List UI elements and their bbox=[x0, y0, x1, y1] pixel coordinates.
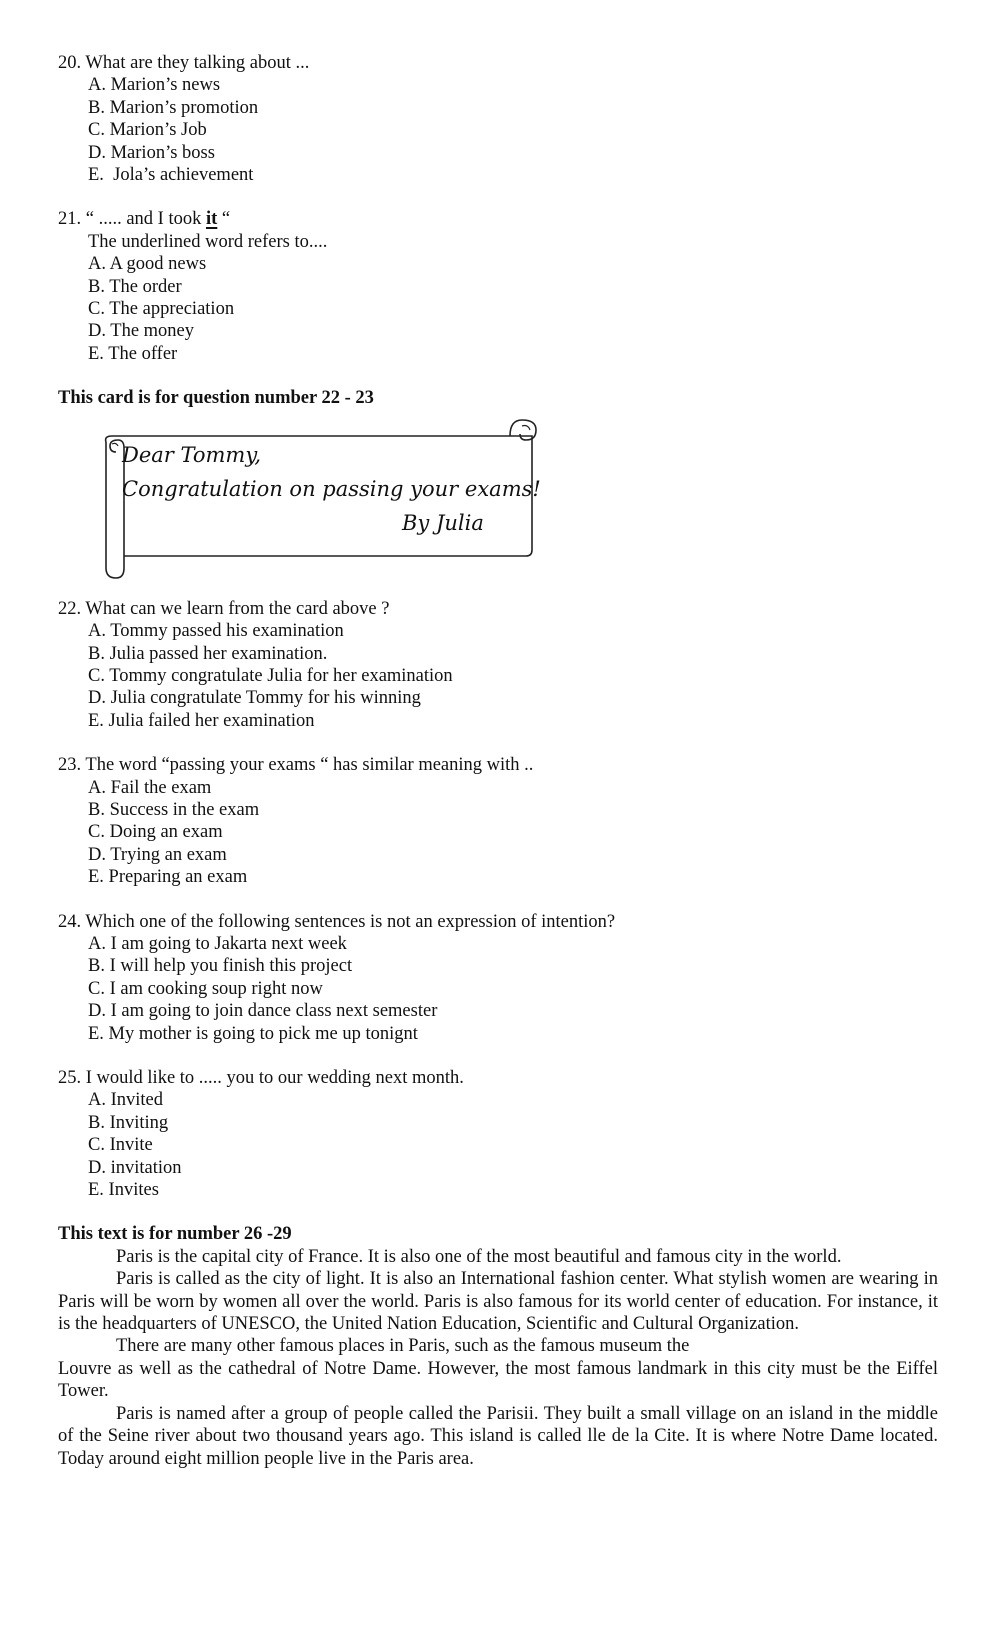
passage-paragraph-1: Paris is the capital city of France. It is also one of the most beautiful and famous city in the world. bbox=[116, 1246, 842, 1267]
question-21-option-d[interactable]: D. The money bbox=[88, 321, 195, 342]
card-message: Congratulation on passing your exams! bbox=[122, 476, 541, 501]
card-greeting: Dear Tommy, bbox=[122, 442, 262, 467]
card-section-heading: This card is for question number 22 - 23 bbox=[58, 388, 374, 409]
question-25-options bbox=[58, 1089, 938, 1201]
question-20-option-a[interactable]: A. Marion’s news bbox=[88, 75, 221, 96]
question-25-option-c[interactable]: C. Invite bbox=[88, 1135, 153, 1156]
question-24-options bbox=[58, 933, 938, 1045]
question-23-option-b[interactable]: B. Success in the exam bbox=[88, 799, 260, 820]
text-section-heading: This text is for number 26 -29 bbox=[58, 1224, 292, 1245]
question-23-option-d[interactable]: D. Trying an exam bbox=[88, 844, 227, 865]
question-25-option-a[interactable]: A. Invited bbox=[88, 1090, 164, 1111]
question-24-option-e[interactable]: E. My mother is going to pick me up tonignt bbox=[88, 1023, 418, 1044]
question-21-option-c[interactable]: C. The appreciation bbox=[88, 299, 235, 320]
question-24-stem: 24. Which one of the following sentences is not an expression of intention? bbox=[58, 911, 616, 932]
question-21-option-a[interactable]: A. A good news bbox=[88, 254, 207, 275]
worksheet-page bbox=[58, 52, 938, 1470]
greeting-card bbox=[92, 418, 544, 588]
card-signature: By Julia bbox=[402, 510, 484, 535]
question-20-option-b[interactable]: B. Marion’s promotion bbox=[88, 97, 259, 118]
question-24-option-c[interactable]: C. I am cooking soup right now bbox=[88, 978, 323, 999]
question-20-option-c[interactable]: C. Marion’s Job bbox=[88, 120, 207, 141]
question-20-option-d[interactable]: D. Marion’s boss bbox=[88, 142, 215, 163]
question-24-option-a[interactable]: A. I am going to Jakarta next week bbox=[88, 933, 347, 954]
question-21-stem-suffix: “ bbox=[217, 209, 231, 230]
question-25-stem: 25. I would like to ..... you to our wedding next month. bbox=[58, 1068, 464, 1088]
question-21-stem bbox=[58, 208, 938, 230]
passage-paragraph-3a: There are many other famous places in Paris, such as the famous museum the bbox=[116, 1336, 690, 1357]
question-20-stem: 20. What are they talking about ... bbox=[58, 53, 310, 73]
question-22-option-a[interactable]: A. Tommy passed his examination bbox=[88, 621, 344, 642]
question-22-option-b[interactable]: B. Julia passed her examination. bbox=[88, 643, 328, 664]
question-21 bbox=[58, 208, 938, 365]
passage-paragraph-2: Paris is called as the city of light. It is also an International fashion center. What stylish women are wearing in Paris will be worn by women all over the world. Paris is also famous for its world center of education. For instance, it is the headquarters of UNESCO, the United Nation Education, Scientific and Cultural Organization. bbox=[58, 1269, 938, 1335]
question-23-option-e[interactable]: E. Preparing an exam bbox=[88, 867, 248, 888]
question-22-stem: 22. What can we learn from the card above ? bbox=[58, 598, 390, 619]
question-22-options bbox=[58, 620, 938, 732]
question-24-option-d[interactable]: D. I am going to join dance class next semester bbox=[88, 1001, 438, 1022]
question-21-stem-prefix: 21. “ ..... and I took bbox=[58, 209, 206, 230]
question-23 bbox=[58, 754, 938, 888]
question-21-options bbox=[58, 253, 938, 365]
question-22 bbox=[58, 598, 938, 732]
passage-paragraph-3b: Louvre as well as the cathedral of Notre Dame. However, the most famous landmark in this city must be the Eiffel Tower. bbox=[58, 1358, 938, 1402]
question-23-options bbox=[58, 777, 938, 889]
question-21-subtext: The underlined word refers to.... bbox=[88, 231, 328, 252]
question-22-option-c[interactable]: C. Tommy congratulate Julia for her examination bbox=[88, 665, 453, 686]
question-22-option-e[interactable]: E. Julia failed her examination bbox=[88, 710, 315, 731]
question-23-stem: 23. The word “passing your exams “ has similar meaning with .. bbox=[58, 755, 534, 776]
question-20-option-e[interactable]: E. Jola’s achievement bbox=[88, 165, 254, 186]
question-25-option-e[interactable]: E. Invites bbox=[88, 1180, 159, 1201]
question-21-underlined-word: it bbox=[205, 209, 218, 230]
question-23-option-c[interactable]: C. Doing an exam bbox=[88, 822, 223, 843]
question-21-option-b[interactable]: B. The order bbox=[88, 276, 182, 297]
passage-paragraph-4: Paris is named after a group of people called the Parisii. They built a small village on an island in the middle of the Seine river about two thousand years ago. This island is called lle de la Cite. It is where Notre Dame located. Today around eight million people live in the Paris area. bbox=[58, 1403, 938, 1469]
question-22-option-d[interactable]: D. Julia congratulate Tommy for his winning bbox=[88, 688, 421, 709]
question-20 bbox=[58, 52, 938, 186]
question-20-options bbox=[58, 74, 938, 186]
question-21-option-e[interactable]: E. The offer bbox=[88, 343, 178, 364]
question-25-option-b[interactable]: B. Inviting bbox=[88, 1112, 169, 1133]
question-24 bbox=[58, 911, 938, 1045]
question-24-option-b[interactable]: B. I will help you finish this project bbox=[88, 956, 353, 977]
question-25-option-d[interactable]: D. invitation bbox=[88, 1157, 182, 1178]
question-25 bbox=[58, 1067, 938, 1201]
reading-passage bbox=[58, 1246, 938, 1470]
question-23-option-a[interactable]: A. Fail the exam bbox=[88, 777, 212, 798]
